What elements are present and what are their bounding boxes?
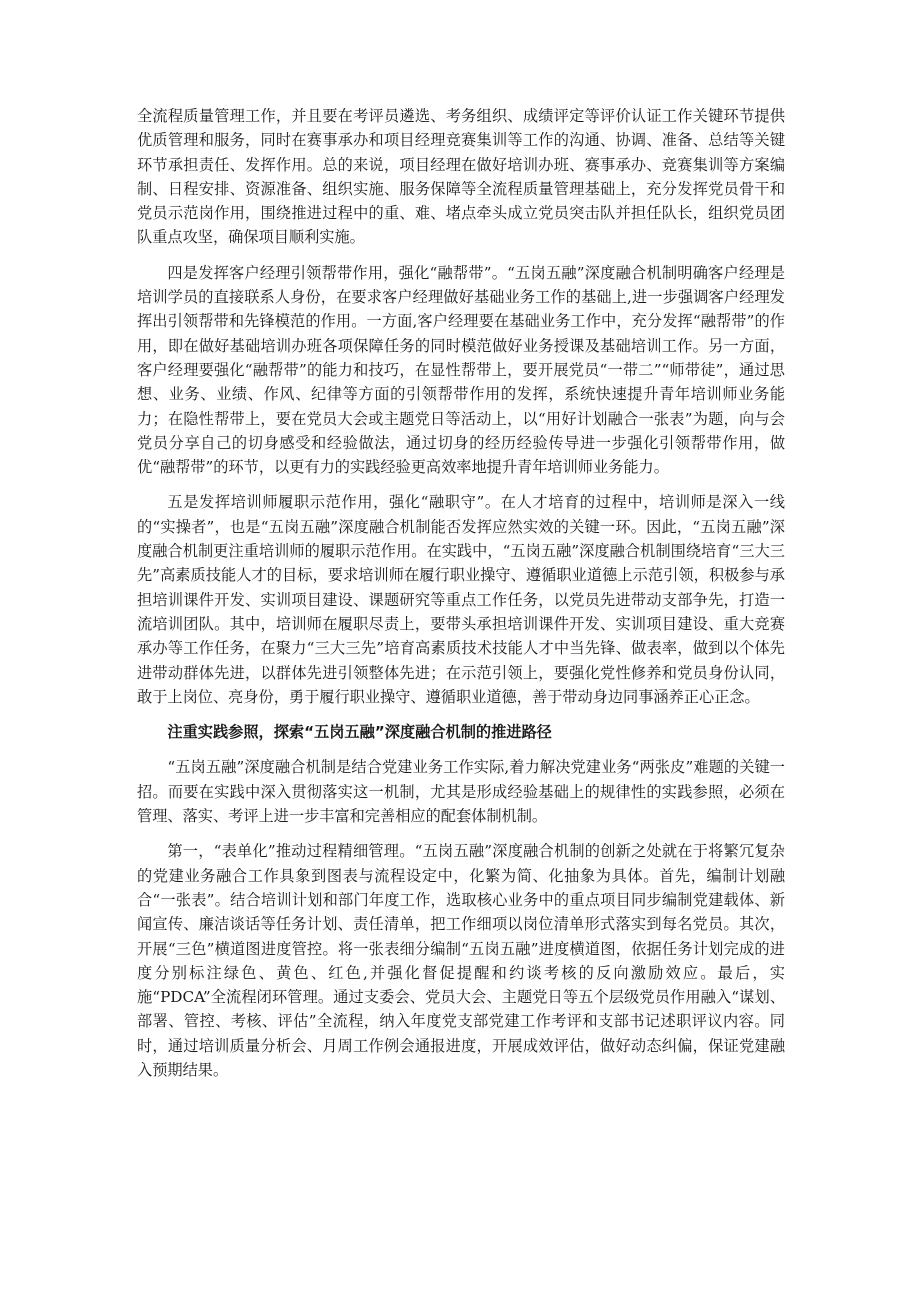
paragraph-project-manager-continued: 全流程质量管理工作，并且要在考评员遴选、考务组织、成绩评定等评价认证工作关键环节提供优质管理和服务，同时在赛事承办和项目经理竞赛集训等工作的沟通、协调、准备、总结等关键环节承担责任、发挥作用。总的来说，项目经理在做好培训办班、赛事承办、竞赛集训等方案编制、日程安排、资源准备、组织实施、服务保障等全流程质量管理基础上，充分发挥党员骨干和党员示范岗作用，围绕推进过程中的重、难、堵点牵头成立党员突击队并担任队长，组织党员团队重点攻坚，确保项目顺利实施。 (137, 107, 785, 247)
document-page (137, 104, 785, 1093)
paragraph-first-formization: 第一，“表单化”推动过程精细管理。“五岗五融”深度融合机制的创新之处就在于将繁冗复杂的党建业务融合工作具象到图表与流程设定中，化繁为简、化抽象为具体。首先，编制计划融合“一张表”。结合培训计划和部门年度工作，选取核心业务中的重点项目同步编制党建载体、新闻宣传、廉洁谈话等任务计划、责任清单，把工作细项以岗位清单形式落实到每名党员。其次，开展“三色”横道图进度管控。将一张表细分编制“五岗五融”进度横道图，依据任务计划完成的进度分别标注绿色、黄色、红色,并强化督促提醒和约谈考核的反向激励效应。最后，实施“PDCA”全流程闭环管理。通过支委会、党员大会、主题党日等五个层级党员作用融入“谋划、部署、管控、考核、评估”全流程，纳入年度党支部党建工作考评和支部书记述职评议内容。同时，通过培训质量分析会、月周工作例会通报进度，开展成效评估，做好动态纠偏，保证党建融入预期结果。 (137, 842, 785, 1079)
paragraph-trainer: 五是发挥培训师履职示范作用，强化“融职守”。在人才培育的过程中，培训师是深入一线的“实操者”，也是“五岗五融”深度融合机制能否发挥应然实效的关键一环。因此，“五岗五融”深度融合机制更注重培训师的履职示范作用。在实践中，“五岗五融”深度融合机制围绕培育“三大三先”高素质技能人才的目标，要求培训师在履行职业操守、遵循职业道德上示范引领，积极参与承担培训课件开发、实训项目建设、课题研究等重点工作任务，以党员先进带动支部争先，打造一流培训团队。其中，培训师在履职尽责上，要带头承担培训课件开发、实训项目建设、重大竞赛承办等工作任务，在聚力“三大三先”培育高素质技术技能人才中当先锋、做表率，做到以个体先进带动群体先进，以群体先进引领整体先进；在示范引领上，要强化党性修养和党员身份认同，敢于上岗位、亮身份，勇于履行职业操守、遵循职业道德，善于带动身边同事涵养正心正念。 (137, 493, 785, 706)
section-heading: 注重实践参照，探索“五岗五融”深度融合机制的推进路径 (167, 723, 552, 742)
paragraph-section-intro: “五岗五融”深度融合机制是结合党建业务工作实际,着力解决党建业务“两张皮”难题的关键一招。而要在实践中深入贯彻落实这一机制，尤其是形成经验基础上的规律性的实践参照，必须在管理、落实、考评上进一步丰富和完善相应的配套体制机制。 (137, 758, 785, 826)
paragraph-customer-manager: 四是发挥客户经理引领帮带作用，强化“融帮带”。“五岗五融”深度融合机制明确客户经理是培训学员的直接联系人身份，在要求客户经理做好基础业务工作的基础上,进一步强调客户经理发挥出引领帮带和先锋模范的作用。一方面,客户经理要在基础业务工作中，充分发挥“融帮带”的作用，即在做好基础培训办班各项保障任务的同时模范做好业务授课及基础培训工作。另一方面，客户经理要强化“融帮带”的能力和技巧，在显性帮带上，要开展党员“一带二”“师带徒”，通过思想、业务、业绩、作风、纪律等方面的引领帮带作用的发挥，系统快速提升青年培训师业务能力；在隐性帮带上，要在党员大会或主题党日等活动上，以“用好计划融合一张表”为题，向与会党员分享自己的切身感受和经验做法，通过切身的经历经验传导进一步强化引领帮带作用，做优“融帮带”的环节，以更有力的实践经验更高效率地提升青年培训师业务能力。 (137, 263, 785, 477)
